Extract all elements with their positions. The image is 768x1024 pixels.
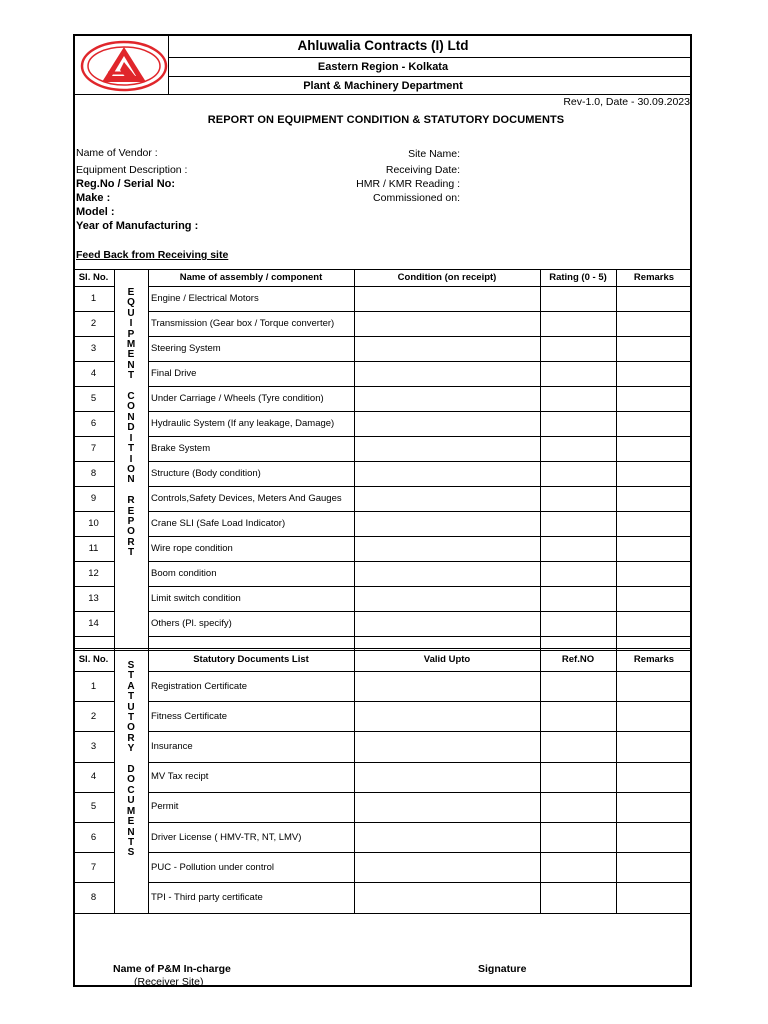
equip-entry-cell[interactable]	[616, 286, 692, 311]
stat-entry-cell[interactable]	[616, 671, 692, 701]
vertical-letter: Q	[127, 297, 135, 309]
vertical-letter: R	[127, 495, 135, 507]
stat-sl-no: 4	[90, 771, 97, 783]
equip-entry-cell[interactable]	[540, 611, 616, 636]
equip-entry-cell[interactable]	[540, 536, 616, 561]
stat-entry-cell[interactable]	[354, 731, 540, 761]
vertical-letter: E	[127, 505, 135, 517]
equip-entry-cell[interactable]	[540, 586, 616, 611]
vertical-letter: O	[127, 722, 135, 734]
stat-entry-cell[interactable]	[616, 882, 692, 912]
make-label: Make :	[76, 192, 111, 204]
stat-entry-cell[interactable]	[354, 792, 540, 822]
stat-entry-cell[interactable]	[540, 852, 616, 882]
equip-item-name: Engine / Electrical Motors	[151, 293, 259, 304]
vertical-letter: R	[127, 536, 135, 548]
stat-sl-no: 6	[90, 831, 97, 843]
site-name-label: Site Name:	[408, 148, 460, 160]
region-name: Eastern Region - Kolkata	[317, 61, 449, 73]
stat-header-cell: Remarks	[633, 654, 675, 665]
equip-entry-cell[interactable]	[540, 311, 616, 336]
stat-header-cell: Sl. No.	[78, 654, 109, 665]
equip-item-name: Final Drive	[151, 368, 197, 379]
stat-entry-cell[interactable]	[540, 822, 616, 852]
stat-sl-no: 1	[90, 680, 97, 692]
vertical-letter: D	[127, 764, 135, 776]
vertical-letter: O	[127, 774, 135, 786]
stat-entry-cell[interactable]	[540, 671, 616, 701]
vendor-label: Name of Vendor :	[76, 147, 158, 159]
equip-item-name: Limit switch condition	[151, 593, 241, 604]
vertical-letter: P	[127, 515, 135, 527]
stat-sl-no: 8	[90, 891, 97, 903]
equip-entry-cell[interactable]	[540, 361, 616, 386]
stat-sl-no: 3	[90, 740, 97, 752]
stat-entry-cell[interactable]	[616, 852, 692, 882]
equip-entry-cell[interactable]	[354, 536, 540, 561]
equip-entry-cell[interactable]	[540, 386, 616, 411]
stat-item-name: Permit	[151, 801, 179, 813]
equip-header-cell: Rating (0 - 5)	[549, 272, 607, 283]
equip-sl-no: 13	[88, 593, 99, 604]
vertical-letter: O	[127, 463, 135, 475]
equip-entry-cell[interactable]	[616, 586, 692, 611]
stat-header-cell: Valid Upto	[423, 654, 471, 665]
equip-entry-cell[interactable]	[354, 411, 540, 436]
receiver-site-label: (Receiver Site)	[134, 976, 204, 988]
equip-entry-cell[interactable]	[354, 461, 540, 486]
equip-item-name: Crane SLI (Safe Load Indicator)	[151, 518, 286, 529]
hmr-label: HMR / KMR Reading :	[356, 178, 460, 190]
feedback-label: Feed Back from Receiving site	[76, 249, 229, 261]
equip-sl-no: 2	[90, 318, 97, 329]
stat-entry-cell[interactable]	[540, 762, 616, 792]
equip-entry-cell[interactable]	[540, 486, 616, 511]
equip-entry-cell[interactable]	[616, 461, 692, 486]
equip-entry-cell[interactable]	[540, 511, 616, 536]
vertical-letter: P	[127, 328, 135, 340]
equip-sl-no: 11	[88, 543, 99, 554]
stat-item-name: TPI - Third party certificate	[151, 891, 263, 903]
equip-item-name: Hydraulic System (If any leakage, Damage)	[151, 418, 335, 429]
equip-item-name: Transmission (Gear box / Torque converter)	[151, 318, 335, 329]
vertical-letter: N	[127, 359, 135, 371]
equip-item-name: Steering System	[151, 343, 221, 354]
equip-entry-cell[interactable]	[616, 361, 692, 386]
equip-sl-no: 9	[90, 493, 97, 504]
vertical-letter: M	[126, 805, 136, 817]
equip-entry-cell[interactable]	[540, 436, 616, 461]
stat-entry-cell[interactable]	[540, 731, 616, 761]
signature-label: Signature	[478, 963, 527, 975]
equip-header-cell: Sl. No.	[78, 272, 109, 283]
stat-entry-cell[interactable]	[616, 762, 692, 792]
equip-item-name: Boom condition	[151, 568, 217, 579]
stat-entry-cell[interactable]	[354, 701, 540, 731]
equip-entry-cell[interactable]	[616, 386, 692, 411]
department-name: Plant & Machinery Department	[303, 80, 463, 92]
equip-entry-cell[interactable]	[616, 411, 692, 436]
vertical-letter: M	[126, 339, 136, 351]
stat-item-name: PUC - Pollution under control	[151, 861, 275, 873]
stat-vertical-label	[114, 661, 148, 859]
vertical-letter: T	[127, 836, 135, 848]
vertical-letter: Y	[127, 743, 135, 755]
equip-header-cell: Condition (on receipt)	[397, 272, 497, 283]
equip-entry-cell[interactable]	[354, 386, 540, 411]
description-label: Equipment Description :	[76, 164, 188, 176]
vertical-letter: T	[127, 712, 135, 724]
vertical-letter: T	[127, 691, 135, 703]
incharge-label: Name of P&M In-charge	[113, 963, 231, 975]
vertical-letter: U	[127, 307, 135, 319]
vertical-letter: T	[127, 547, 135, 559]
equip-row-line	[148, 636, 692, 637]
equip-item-name: Under Carriage / Wheels (Tyre condition)	[151, 393, 324, 404]
equip-item-name: Structure (Body condition)	[151, 468, 261, 479]
stat-item-name: Insurance	[151, 740, 193, 752]
year-label: Year of Manufacturing :	[76, 220, 199, 232]
equip-item-name: Brake System	[151, 443, 211, 454]
equip-sl-no: 10	[88, 518, 99, 529]
vertical-letter: I	[129, 432, 133, 444]
equip-entry-cell[interactable]	[354, 286, 540, 311]
stat-entry-cell[interactable]	[354, 822, 540, 852]
commissioned-label: Commissioned on:	[373, 192, 460, 204]
equip-sl-no: 12	[88, 568, 99, 579]
equip-entry-cell[interactable]	[354, 561, 540, 586]
vertical-letter: S	[127, 660, 135, 671]
stat-item-name: Fitness Certificate	[151, 710, 228, 722]
equip-item-name: Controls,Safety Devices, Meters And Gauges	[151, 493, 342, 504]
stat-entry-cell[interactable]	[354, 762, 540, 792]
equip-entry-cell[interactable]	[616, 486, 692, 511]
vertical-letter: S	[127, 847, 135, 859]
equip-entry-cell[interactable]	[616, 436, 692, 461]
equip-entry-cell[interactable]	[540, 336, 616, 361]
stat-col-line	[148, 648, 149, 913]
equip-sl-no: 7	[90, 443, 97, 454]
equip-entry-cell[interactable]	[540, 461, 616, 486]
equip-entry-cell[interactable]	[354, 486, 540, 511]
equip-sl-no: 3	[90, 343, 97, 354]
equip-item-name: Wire rope condition	[151, 543, 233, 554]
model-label: Model :	[76, 206, 115, 218]
stat-header-cell: Ref.NO	[561, 654, 595, 665]
revision-text: Rev-1.0, Date - 30.09.2023	[563, 96, 690, 108]
equip-entry-cell[interactable]	[616, 311, 692, 336]
stat-item-name: MV Tax recipt	[151, 771, 209, 783]
equip-entry-cell[interactable]	[616, 336, 692, 361]
vertical-letter: T	[127, 370, 135, 382]
vertical-letter: N	[127, 474, 135, 486]
equip-item-name: Others (Pl. specify)	[151, 618, 232, 629]
equip-sl-no: 6	[90, 418, 97, 429]
vertical-letter: A	[127, 680, 135, 692]
report-title: REPORT ON EQUIPMENT CONDITION & STATUTORY DOCUMENTS	[207, 114, 565, 126]
stat-header-cell: Statutory Documents List	[193, 654, 309, 665]
vertical-letter: O	[127, 526, 135, 538]
stat-entry-cell[interactable]	[616, 701, 692, 731]
equip-col-line	[148, 269, 149, 650]
vertical-letter: N	[127, 411, 135, 423]
stat-row-line	[73, 913, 114, 914]
stat-sl-no: 5	[90, 801, 97, 813]
vertical-letter: I	[129, 318, 133, 330]
equip-sl-no: 8	[90, 468, 97, 479]
equip-entry-cell[interactable]	[354, 336, 540, 361]
equip-entry-cell[interactable]	[354, 436, 540, 461]
stat-row-line	[148, 913, 692, 914]
stat-sl-no: 2	[90, 710, 97, 722]
equip-entry-cell[interactable]	[616, 561, 692, 586]
company-logo-icon	[80, 40, 168, 92]
equip-entry-cell[interactable]	[616, 536, 692, 561]
vertical-letter: N	[127, 826, 135, 838]
stat-entry-cell[interactable]	[540, 792, 616, 822]
equip-entry-cell[interactable]	[616, 511, 692, 536]
stat-entry-cell[interactable]	[540, 701, 616, 731]
vertical-letter: D	[127, 422, 135, 434]
company-name: Ahluwalia Contracts (I) Ltd	[297, 38, 469, 53]
equip-sl-no: 1	[90, 293, 97, 304]
stat-entry-cell[interactable]	[616, 822, 692, 852]
vertical-letter: O	[127, 401, 135, 413]
equip-sl-no: 4	[90, 368, 97, 379]
equip-sl-no: 14	[88, 618, 99, 629]
equip-header-cell: Name of assembly / component	[179, 272, 323, 283]
vertical-letter: C	[127, 391, 135, 403]
vertical-letter: U	[127, 795, 135, 807]
vertical-letter: R	[127, 732, 135, 744]
vertical-letter: T	[127, 443, 135, 455]
stat-entry-cell[interactable]	[354, 882, 540, 912]
equip-entry-cell[interactable]	[616, 611, 692, 636]
stat-entry-cell[interactable]	[616, 731, 692, 761]
stat-entry-cell[interactable]	[616, 792, 692, 822]
equip-entry-cell[interactable]	[354, 611, 540, 636]
equip-entry-cell[interactable]	[354, 361, 540, 386]
stat-entry-cell[interactable]	[354, 671, 540, 701]
receiving-date-label: Receiving Date:	[385, 164, 460, 176]
vertical-letter: I	[129, 453, 133, 465]
equip-entry-cell[interactable]	[540, 286, 616, 311]
vertical-letter: E	[127, 816, 135, 828]
equip-sl-no: 5	[90, 393, 97, 404]
equip-entry-cell[interactable]	[540, 411, 616, 436]
reg-no-label: Reg.No / Serial No:	[76, 178, 176, 190]
vertical-letter: U	[127, 701, 135, 713]
vertical-letter: T	[127, 670, 135, 682]
stat-entry-cell[interactable]	[354, 852, 540, 882]
stat-item-name: Driver License ( HMV-TR, NT, LMV)	[151, 831, 302, 843]
equip-vertical-label	[114, 288, 148, 559]
stat-sl-no: 7	[90, 861, 97, 873]
equip-header-cell: Remarks	[633, 272, 675, 283]
equip-entry-cell[interactable]	[354, 511, 540, 536]
vertical-letter: E	[127, 349, 135, 361]
equip-entry-cell[interactable]	[540, 561, 616, 586]
stat-entry-cell[interactable]	[540, 882, 616, 912]
vertical-letter: E	[127, 287, 135, 298]
equip-entry-cell[interactable]	[354, 311, 540, 336]
stat-item-name: Registration Certificate	[151, 680, 248, 692]
vertical-letter: C	[127, 784, 135, 796]
equip-row-line	[73, 636, 114, 637]
equip-entry-cell[interactable]	[354, 586, 540, 611]
